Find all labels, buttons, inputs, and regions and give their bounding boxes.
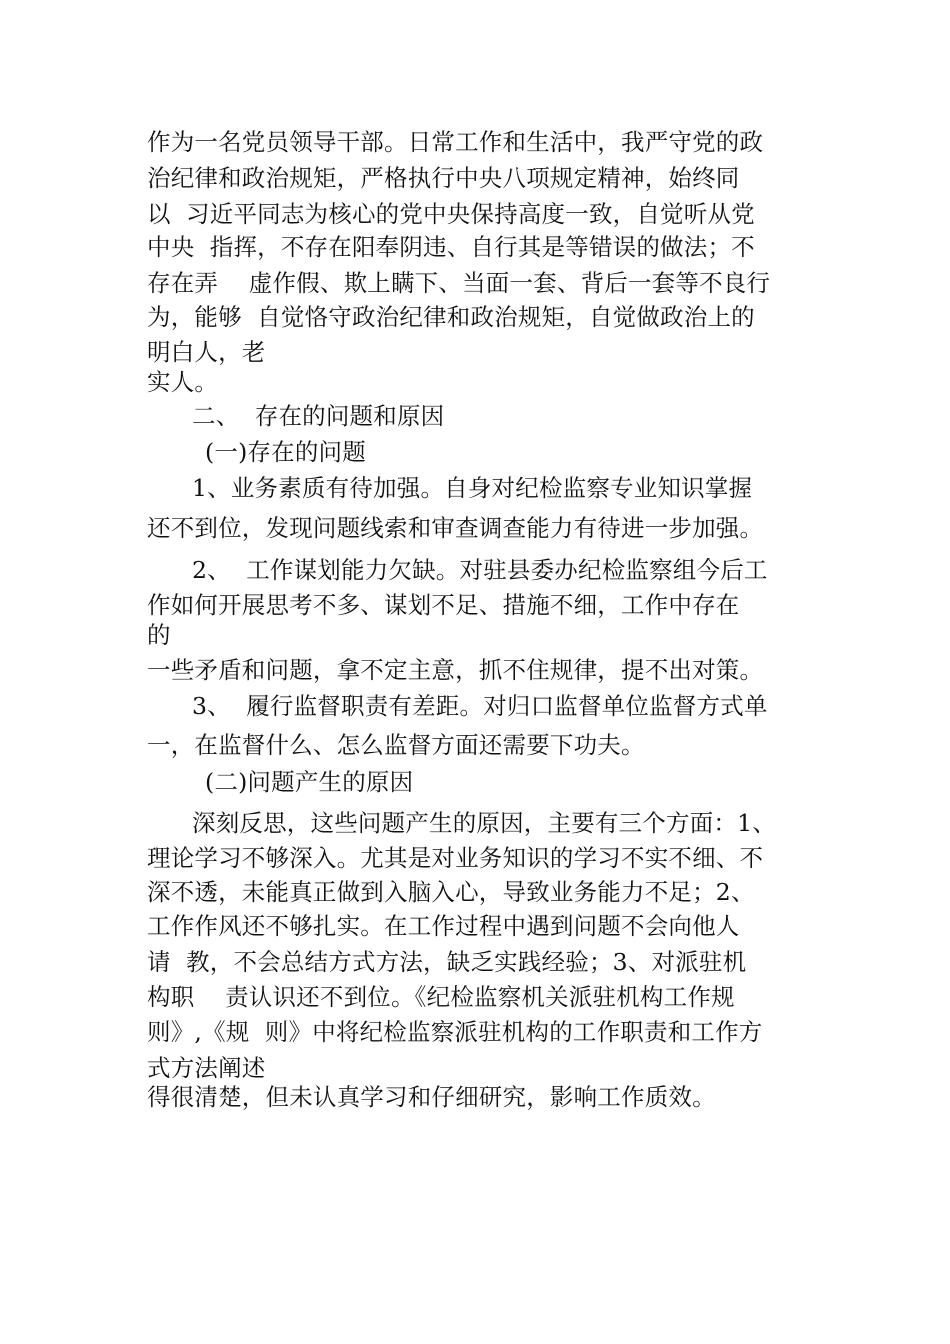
paragraph-line: 存在弄 虚作假、欺上瞒下、当面一套、背后一套等不良行 xyxy=(147,269,771,297)
paragraph-line: 式方法阐述 xyxy=(147,1054,266,1082)
paragraph-line: 1、业务素质有待加强。自身对纪检监察专业知识掌握 xyxy=(192,474,753,502)
paragraph-line: 为，能够 自觉恪守政治纪律和政治规矩，自觉做政治上的 xyxy=(147,303,755,331)
paragraph-line: 得很清楚，但未认真学习和仔细研究，影响工作质效。 xyxy=(147,1083,716,1111)
paragraph-line: 中央 指挥，不存在阳奉阴违、自行其是等错误的做法；不 xyxy=(147,233,755,261)
paragraph-line: 治纪律和政治规矩，严格执行中央八项规定精神，始终同 xyxy=(147,164,740,192)
paragraph-line: 深刻反思，这些问题产生的原因，主要有三个方面：1、 xyxy=(192,809,776,837)
paragraph-line: 3、 履行监督职责有差距。对归口监督单位监督方式单 xyxy=(192,692,768,720)
paragraph-line: 作为一名党员领导干部。日常工作和生活中，我严守党的政 xyxy=(147,128,764,156)
paragraph-line: 作如何开展思考不多、谋划不足、措施不细，工作中存在 xyxy=(147,591,740,619)
paragraph-line: 工作作风还不够扎实。在工作过程中遇到问题不会向他人 xyxy=(147,912,740,940)
subsection-heading: (一)存在的问题 xyxy=(205,438,366,466)
paragraph-line: 以 习近平同志为核心的党中央保持高度一致，自觉听从党 xyxy=(147,200,755,228)
subsection-heading: (二)问题产生的原因 xyxy=(205,768,414,796)
paragraph-line: 2、 工作谋划能力欠缺。对驻县委办纪检监察组今后工 xyxy=(192,556,768,584)
paragraph-line: 一，在监督什么、怎么监督方面还需要下功夫。 xyxy=(147,731,645,759)
paragraph-line: 明白人，老 xyxy=(147,338,266,366)
paragraph-line: 实人。 xyxy=(147,368,219,396)
paragraph-line: 理论学习不够深入。尤其是对业务知识的学习不实不细、不 xyxy=(147,844,764,872)
paragraph-line: 则》,《规 则》中将纪检监察派驻机构的工作职责和工作方 xyxy=(147,1018,763,1046)
section-heading: 二、 存在的问题和原因 xyxy=(192,402,445,430)
paragraph-line: 请 教，不会总结方式方法，缺乏实践经验；3、对派驻机 xyxy=(147,948,747,976)
paragraph-line: 的 xyxy=(147,621,171,649)
paragraph-line: 深不透，未能真正做到入脑入心，导致业务能力不足；2、 xyxy=(147,878,755,906)
paragraph-line: 还不到位，发现问题线索和审查调查能力有待进一步加强。 xyxy=(147,514,764,542)
paragraph-line: 一些矛盾和问题，拿不定主意，抓不住规律，提不出对策。 xyxy=(147,656,764,684)
paragraph-line: 构职 责认识还不到位。《纪检监察机关派驻机构工作规 xyxy=(147,983,735,1011)
